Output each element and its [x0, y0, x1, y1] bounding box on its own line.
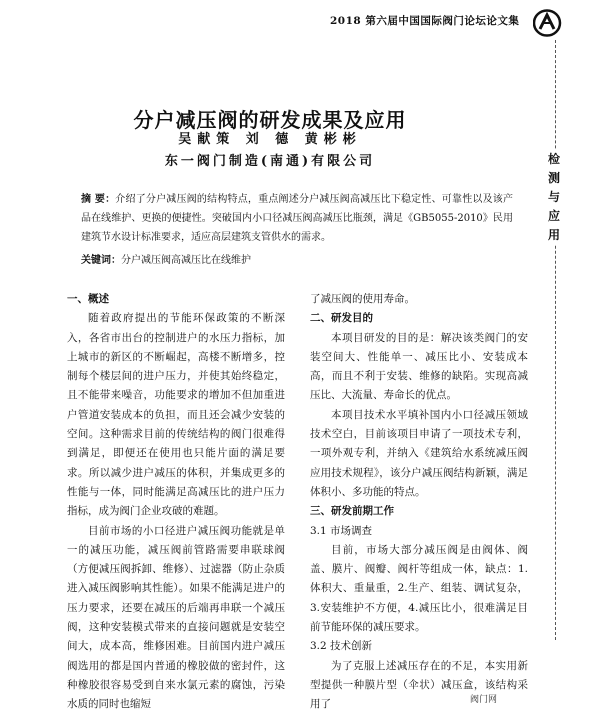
side-char: 应 — [547, 209, 560, 223]
left-column — [67, 290, 285, 715]
paragraph: 本项目技术水平填补国内小口径减压领域技术空白，目前该项目申请了一项技术专利，一项外观专利，并纳入《建筑给水系统减压阀应用技术规程》，该分户减压阀结构新颖，满足体积小、多功能的特点。 — [310, 408, 528, 498]
abstract — [81, 190, 513, 247]
paper-title: 分户减压阀的研发成果及应用 — [133, 108, 407, 132]
section-heading: 二、研发目的 — [310, 312, 373, 325]
keywords-label: 关键词： — [81, 255, 121, 266]
side-section-label — [546, 150, 562, 245]
abstract-text: 介绍了分户减压阀的结构特点，重点阐述分户减压阀高减压比下稳定性、可靠性以及该产品在线维护、更换的便捷性。突破国内小口径减压阀高减压比瓶颈，满足《GB5055-2010》民用建筑节水设计标准要求，适应高层建筑支管供水的需求。 — [81, 194, 514, 243]
keywords-text: 分户减压阀高减压比在线维护 — [121, 255, 251, 266]
margin-rule — [555, 40, 556, 640]
subsection-heading: 3.1 市场调查 — [310, 524, 373, 537]
paragraph: 本项目研发的目的是：解决该类阀门的安装空间大、性能单一、减压比小、安装成本高，而且不利于安装、维修的缺陷。实现高减压比、大流量、寿命长的优点。 — [310, 331, 528, 402]
paragraph: 为了克服上述减压存在的不足，本实用新型提供一种膜片型（伞状）减压盒，该结构采用了 — [310, 659, 528, 711]
subsection-heading: 3.2 技术创新 — [310, 640, 373, 653]
right-column — [310, 290, 528, 715]
cva-logo-icon — [533, 9, 563, 37]
authors: 吴献策 刘 德 黄彬彬 — [178, 132, 362, 147]
paragraph: 了减压阀的使用寿命。 — [310, 293, 415, 305]
paragraph: 目前，市场大部分减压阀是由阀体、阀盖、膜片、阀瓣、阀杆等组成一体，缺点：1.体积大、重量重，2.生产、组装、调试复杂，3.安装维护不方便，4.减压比小，很难满足目前节能环保的减压要求。 — [310, 543, 528, 634]
side-char: 与 — [547, 190, 560, 204]
abstract-label: 摘 要： — [81, 194, 116, 205]
side-char: 检 — [547, 152, 560, 166]
affiliation: 东一阀门制造(南通)有限公司 — [164, 154, 376, 169]
side-char: 测 — [547, 171, 560, 185]
side-char: 用 — [547, 228, 560, 242]
footer-mark: 阀门网 — [470, 695, 498, 705]
running-head: 2018 第六届中国国际阀门论坛论文集 — [330, 15, 520, 27]
paragraph: 随着政府提出的节能环保政策的不断深入，各省市出台的控制进户的水压力指标，加上城市的新区的不断崛起，高楼不断增多，控制每个楼层间的进户压力，并使其始终稳定，且不能带来噪音，功能要求的增加不但加重进户管道安装成本的负担，而且还会减少安装的空间。这种需求目前的传统结构的阀门很难得到满足，即便还在使用也只能片面的满足要求。所以减少进户减压的体积，并集成更多的性能与一体，同时能满足高减压比的进户压力指标，成为阀门企业攻破的难题。 — [67, 312, 285, 518]
section-heading: 一、概述 — [67, 293, 109, 305]
section-heading: 三、研发前期工作 — [310, 505, 394, 518]
keywords — [81, 253, 513, 269]
paragraph: 目前市场的小口径进户减压阀功能就是单一的减压功能，减压阀前管路需要串联球阀（方便减压阀拆卸、维修）、过滤器（防止杂质进入减压阀影响其性能）。如果不能满足进户的压力要求，还要在减压的后端再串联一个减压阀，这种安装模式带来的直接问题就是安装空间大，成本高，维修困难。目前国内进户减压阀选用的都是国内普通的橡胶做的密封件，这种橡胶很容易受到自来水氯元素的腐蚀，污染水质的同时也缩短 — [67, 524, 285, 711]
